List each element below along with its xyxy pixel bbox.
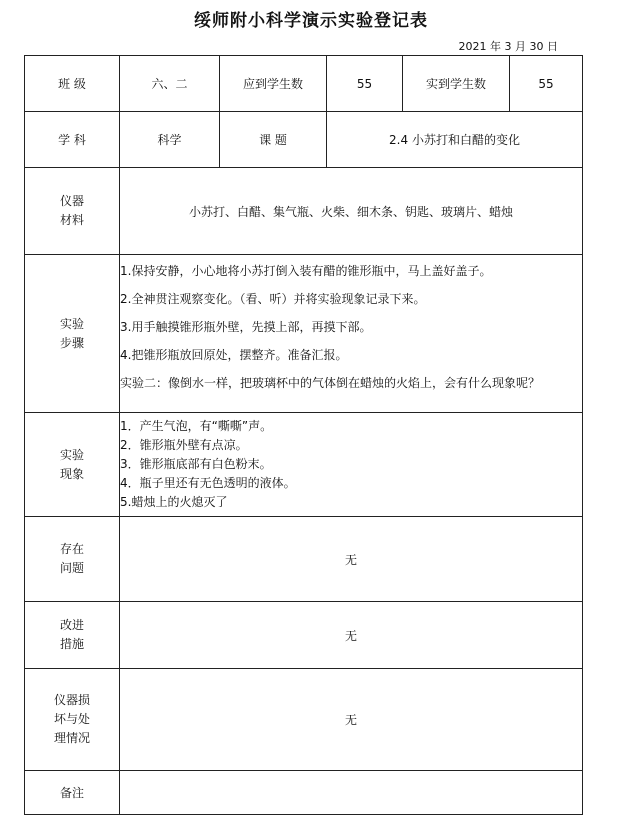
expected-students-value: 55 xyxy=(327,56,403,112)
improvements-value: 无 xyxy=(120,602,583,669)
class-label: 班 级 xyxy=(25,56,120,112)
phenomena-label-line1: 实验 xyxy=(59,447,84,462)
steps-content xyxy=(120,255,583,413)
step-item: 1.保持安静，小心地将小苏打倒入装有醋的锥形瓶中，马上盖好盖子。 xyxy=(120,263,492,278)
step-item: 3.用手触摸锥形瓶外壁，先摸上部，再摸下部。 xyxy=(120,319,372,334)
registration-table xyxy=(24,55,583,815)
phenomenon-item: 5.蜡烛上的火熄灭了 xyxy=(120,495,228,509)
problems-label xyxy=(25,517,120,602)
step-item: 2.全神贯注观察变化。（看、听）并将实验现象记录下来。 xyxy=(120,291,426,306)
topic-value: 2.4 小苏打和白醋的变化 xyxy=(327,112,583,168)
phenomenon-item: 4．瓶子里还有无色透明的液体。 xyxy=(120,476,296,490)
expected-students-label: 应到学生数 xyxy=(220,56,327,112)
form-date: 2021 年 3 月 30 日 xyxy=(458,40,558,53)
damage-value: 无 xyxy=(120,669,583,771)
topic-label: 课 题 xyxy=(220,112,327,168)
steps-label-line2: 步骤 xyxy=(59,335,84,350)
form-title: 绥师附小科学演示实验登记表 xyxy=(194,11,428,31)
phenomenon-item: 2．锥形瓶外壁有点凉。 xyxy=(120,438,248,452)
row-materials xyxy=(25,168,583,255)
row-subject xyxy=(25,112,583,168)
subject-label: 学 科 xyxy=(25,112,120,168)
materials-label xyxy=(25,168,120,255)
phenomena-label xyxy=(25,413,120,517)
remarks-value xyxy=(120,771,583,815)
improvements-label-line1: 改进 xyxy=(59,618,84,632)
phenomenon-item: 3．锥形瓶底部有白色粉末。 xyxy=(120,457,272,471)
phenomena-label-line2: 现象 xyxy=(59,466,84,481)
phenomena-content xyxy=(120,413,583,517)
step-item: 实验二：像倒水一样，把玻璃杯中的气体倒在蜡烛的火焰上，会有什么现象呢？ xyxy=(120,375,541,390)
actual-students-value: 55 xyxy=(510,56,583,112)
problems-label-line1: 存在 xyxy=(59,542,84,556)
steps-label xyxy=(25,255,120,413)
materials-label-line2: 材料 xyxy=(59,213,84,227)
row-class xyxy=(25,56,583,112)
row-steps xyxy=(25,255,583,413)
row-phenomena xyxy=(25,413,583,517)
damage-label xyxy=(25,669,120,771)
row-damage xyxy=(25,669,583,771)
materials-label-line1: 仪器 xyxy=(59,194,84,208)
damage-label-line2: 坏与处 xyxy=(53,712,90,726)
step-item: 4.把锥形瓶放回原处，摆整齐。准备汇报。 xyxy=(120,347,348,362)
row-remarks xyxy=(25,771,583,815)
improvements-label-line2: 措施 xyxy=(59,637,84,651)
row-improvements xyxy=(25,602,583,669)
damage-label-line1: 仪器损 xyxy=(53,693,90,707)
actual-students-label: 实到学生数 xyxy=(403,56,510,112)
remarks-label: 备注 xyxy=(25,771,120,815)
improvements-label xyxy=(25,602,120,669)
subject-value: 科学 xyxy=(120,112,220,168)
damage-label-line3: 理情况 xyxy=(53,731,90,745)
materials-value: 小苏打、白醋、集气瓶、火柴、细木条、钥匙、玻璃片、蜡烛 xyxy=(120,168,583,255)
problems-label-line2: 问题 xyxy=(59,561,84,575)
phenomenon-item: 1．产生气泡，有“嘶嘶”声。 xyxy=(120,419,273,433)
class-value: 六、二 xyxy=(120,56,220,112)
problems-value: 无 xyxy=(120,517,583,602)
row-problems xyxy=(25,517,583,602)
steps-label-line1: 实验 xyxy=(59,316,84,331)
